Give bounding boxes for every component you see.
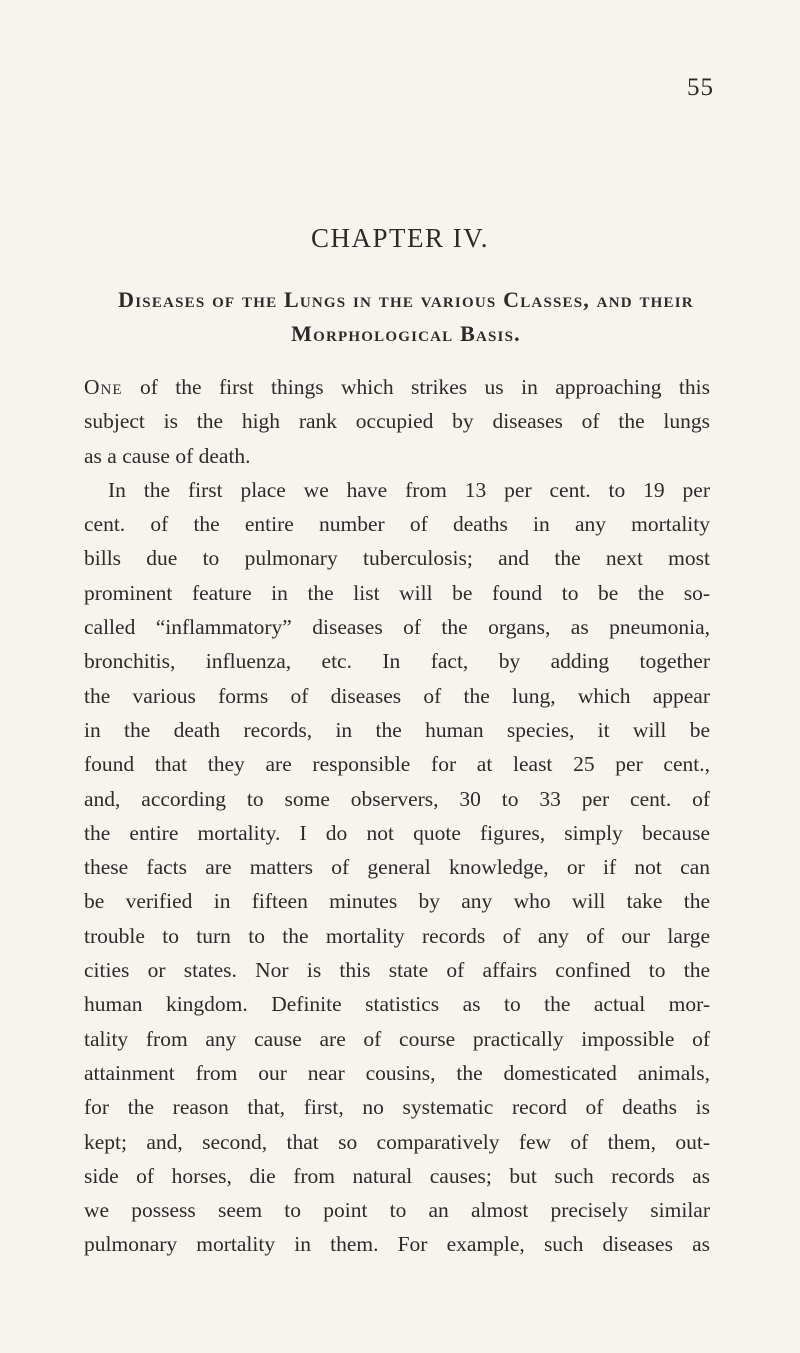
text-line: bills due to pulmonary tuberculosis; and the next most [84,546,710,571]
text-line: be verified in fifteen minutes by any who will take the [84,889,710,914]
text-line: human kingdom. Definite statistics as to the actual mor- [84,992,710,1017]
text-line: these facts are matters of general knowledge, or if not can [84,855,710,880]
chapter-title: CHAPTER IV. [310,223,490,253]
text-line [84,370,710,404]
text-line: cities or states. Nor is this state of affairs confined to the [84,958,710,983]
text-line: In the first place we have from 13 per cent. to 19 per [108,477,710,502]
text-line: called “inflammatory” diseases of the organs, as pneumonia, [84,615,710,640]
text-line: pulmonary mortality in them. For example, such diseases as [84,1232,710,1257]
text-line: found that they are responsible for at least 25 per cent., [84,752,710,777]
chapter-heading: Diseases of the Lungs in the various Classes, and their Morphological Basis. [118,287,694,346]
text-line: prominent feature in the list will be found to be the so- [84,580,710,605]
text-line: subject is the high rank occupied by diseases of the lungs [84,409,710,434]
text-line: in the death records, in the human species, it will be [84,717,710,742]
text-line: trouble to turn to the mortality records of any of our large [84,923,710,948]
text-line: and, according to some observers, 30 to 33 per cent. of [84,786,710,811]
text-line: kept; and, second, that so comparatively few of them, out- [84,1129,710,1154]
text-line: for the reason that, first, no systematic record of deaths is [84,1095,710,1120]
text-line-content: of the first things which strikes us in approaching this [122,375,710,399]
text-line: cent. of the entire number of deaths in any mortality [84,512,710,537]
text-line: attainment from our near cousins, the domesticated animals, [84,1060,710,1085]
text-line: as a cause of death. [84,443,251,468]
text-line: we possess seem to point to an almost precisely similar [84,1198,710,1223]
body-text [84,370,710,1262]
text-line: bronchitis, influenza, etc. In fact, by adding together [84,649,710,674]
text-line: the various forms of diseases of the lung, which appear [84,683,710,708]
page-number: 55 [687,74,714,101]
text-line: the entire mortality. I do not quote figures, simply because [84,820,710,845]
text-line: tality from any cause are of course practically impossible of [84,1026,710,1051]
text-line: side of horses, die from natural causes; but such records as [84,1163,710,1188]
lead-word: One [84,375,123,399]
